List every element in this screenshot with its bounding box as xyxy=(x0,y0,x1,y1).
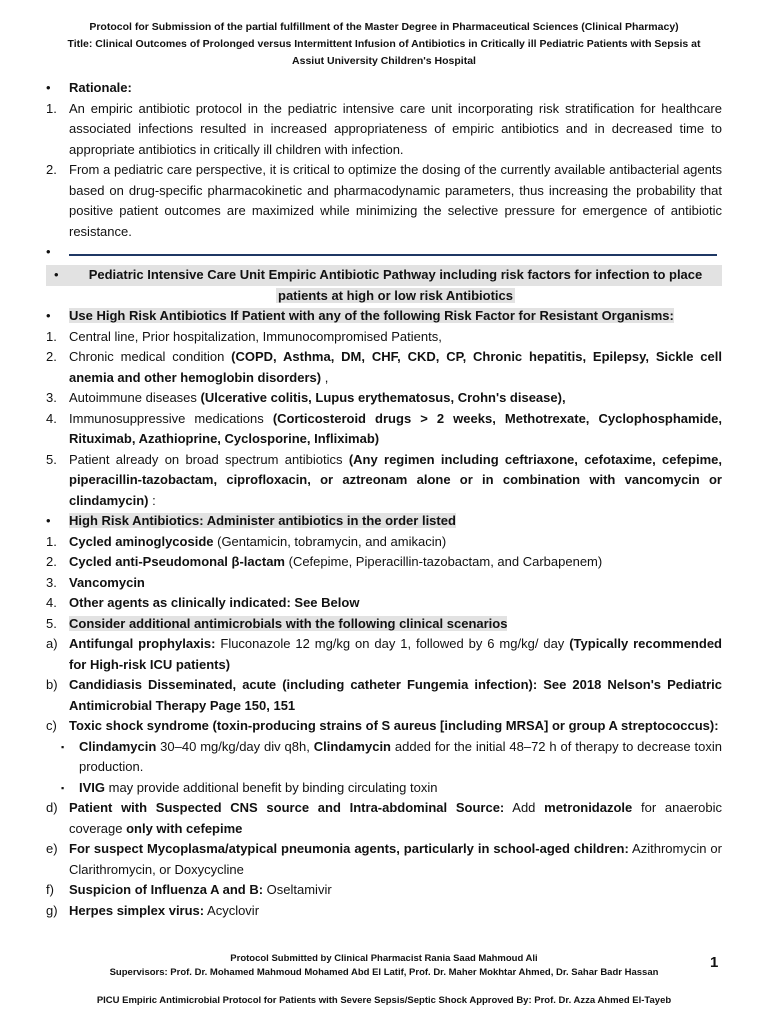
scenario-item: d) Patient with Suspected CNS source and Intra-abdominal Source: Add metronidazole for anaerobic coverage only with cefepime xyxy=(46,800,722,836)
scenario-item: e) For suspect Mycoplasma/atypical pneumonia agents, particularly in school-aged children: Azithromycin or Clarithromycin, or Doxycycline xyxy=(46,841,722,877)
scenario-sub-item: ▪ IVIG may provide additional benefit by binding circulating toxin xyxy=(61,779,438,795)
scenario-item: g) Herpes simplex virus: Acyclovir xyxy=(46,902,260,918)
header-line-2: Title: Clinical Outcomes of Prolonged versus Intermittent Infusion of Antibiotics in Critically ill Pediatric Patients with Sepsis at xyxy=(67,38,701,50)
risk-item: 4. Immunosuppressive medications (Corticosteroid drugs > 2 weeks, Methotrexate, Cyclophosphamide, Rituximab, Azathioprine, Cyclosporine, Infliximab) xyxy=(46,410,722,446)
scenario-item: b) Candidiasis Disseminated, acute (including catheter Fungemia infection): See 2018 Nelson's Pediatric Antimicrobial Therapy Page 150, 151 xyxy=(46,677,722,713)
risk-item: 5. Patient already on broad spectrum antibiotics (Any regimen including ceftriaxone, cefotaxime, cefepime, piperacillin-tazobactam, ciprofloxacin, or aztreonam alone or in combination with vancomycin or clindamycin) : xyxy=(46,451,722,508)
high-risk-heading: • High Risk Antibiotics: Administer antibiotics in the order listed xyxy=(46,513,456,528)
rationale-item: 2. From a pediatric care perspective, it is critical to optimize the dosing of the currently available antibacterial agents based on drug-specific pharmacokinetic and pharmacodynamic parameters, thus increasing the probability that positive patient outcomes are maximized while minimizing the selective pressure for emergence of antibiotic resistance. xyxy=(46,162,722,239)
high-risk-item: 1. Cycled aminoglycoside (Gentamicin, tobramycin, and amikacin) xyxy=(46,533,447,549)
rationale-heading: • Rationale: xyxy=(46,80,132,95)
document-body xyxy=(46,78,722,921)
empty-bullet: • xyxy=(46,244,51,259)
footer-line-2: Supervisors: Prof. Dr. Mohamed Mahmoud Mohamed Abd El Latif, Prof. Dr. Maher Mokhtar Ahmed, Dr. Sahar Badr Hassan xyxy=(109,967,659,978)
risk-item: 3. Autoimmune diseases (Ulcerative colitis, Lupus erythematosus, Crohn's disease), xyxy=(46,390,566,405)
footer xyxy=(40,952,728,980)
high-risk-title: High Risk Antibiotics: Administer antibiotics in the order listed xyxy=(69,513,456,528)
high-risk-item: 2. Cycled anti-Pseudomonal β-lactam (Cefepime, Piperacillin-tazobactam, and Carbapenem) xyxy=(46,554,603,569)
risk-item: 1. Central line, Prior hospitalization, Immunocompromised Patients, xyxy=(46,328,442,344)
high-risk-item: 4. Other agents as clinically indicated: See Below xyxy=(46,595,360,610)
scenario-sub-item: ▪ Clindamycin 30–40 mg/kg/day div q8h, Clindamycin added for the initial 48–72 h of therapy to decrease toxin production. xyxy=(61,738,722,774)
risk-title: Use High Risk Antibiotics If Patient with any of the following Risk Factor for Resistant Organisms: xyxy=(69,308,674,323)
scenario-item: a) Antifungal prophylaxis: Fluconazole 12 mg/kg on day 1, followed by 6 mg/kg/ day (Typically recommended for High-risk ICU patients) xyxy=(46,636,722,672)
page-number: 1 xyxy=(710,954,719,971)
header-line-1: Protocol for Submission of the partial fulfillment of the Master Degree in Pharmaceutical Sciences (Clinical Pharmacy) xyxy=(89,21,679,33)
risk-heading: • Use High Risk Antibiotics If Patient with any of the following Risk Factor for Resistant Organisms: xyxy=(46,308,674,323)
pathway-heading: • Pediatric Intensive Care Unit Empiric Antibiotic Pathway including risk factors for infection to place patients at high or low risk Antibiotics xyxy=(46,265,722,306)
risk-item: 2. Chronic medical condition (COPD, Asthma, DM, CHF, CKD, CP, Chronic hepatitis, Epilepsy, Sickle cell anemia and other hemoglobin disorders) , xyxy=(46,349,722,385)
header-line-3: Assiut University Children's Hospital xyxy=(292,55,476,67)
horizontal-divider xyxy=(69,254,717,256)
rationale-item: 1. An empiric antibiotic protocol in the pediatric intensive care unit incorporating risk stratification for healthcare associated infections resulted in increased appropriateness of empiric antibiotics and in decreased time to appropriate antibiotics in critically ill children with infection. xyxy=(46,100,722,157)
high-risk-item: 5. Consider additional antimicrobials with the following clinical scenarios xyxy=(46,615,508,631)
footer-line-1: Protocol Submitted by Clinical Pharmacist Rania Saad Mahmoud Ali xyxy=(230,953,538,964)
high-risk-item: 3. Vancomycin xyxy=(46,574,145,590)
rationale-title: Rationale: xyxy=(69,80,132,95)
pathway-title-line-2: patients at high or low risk Antibiotics xyxy=(278,287,513,303)
footer-line-3: PICU Empiric Antimicrobial Protocol for Patients with Severe Sepsis/Septic Shock Approved By: Prof. Dr. Azza Ahmed El-Tayeb xyxy=(96,995,672,1006)
scenario-item: c) Toxic shock syndrome (toxin-producing strains of S aureus [including MRSA] or group A streptococcus): xyxy=(46,718,719,733)
pathway-title-line-1: Pediatric Intensive Care Unit Empiric Antibiotic Pathway including risk factors for infection to place xyxy=(69,265,722,286)
scenario-item: f) Suspicion of Influenza A and B: Oseltamivir xyxy=(46,882,332,897)
header xyxy=(40,19,728,70)
